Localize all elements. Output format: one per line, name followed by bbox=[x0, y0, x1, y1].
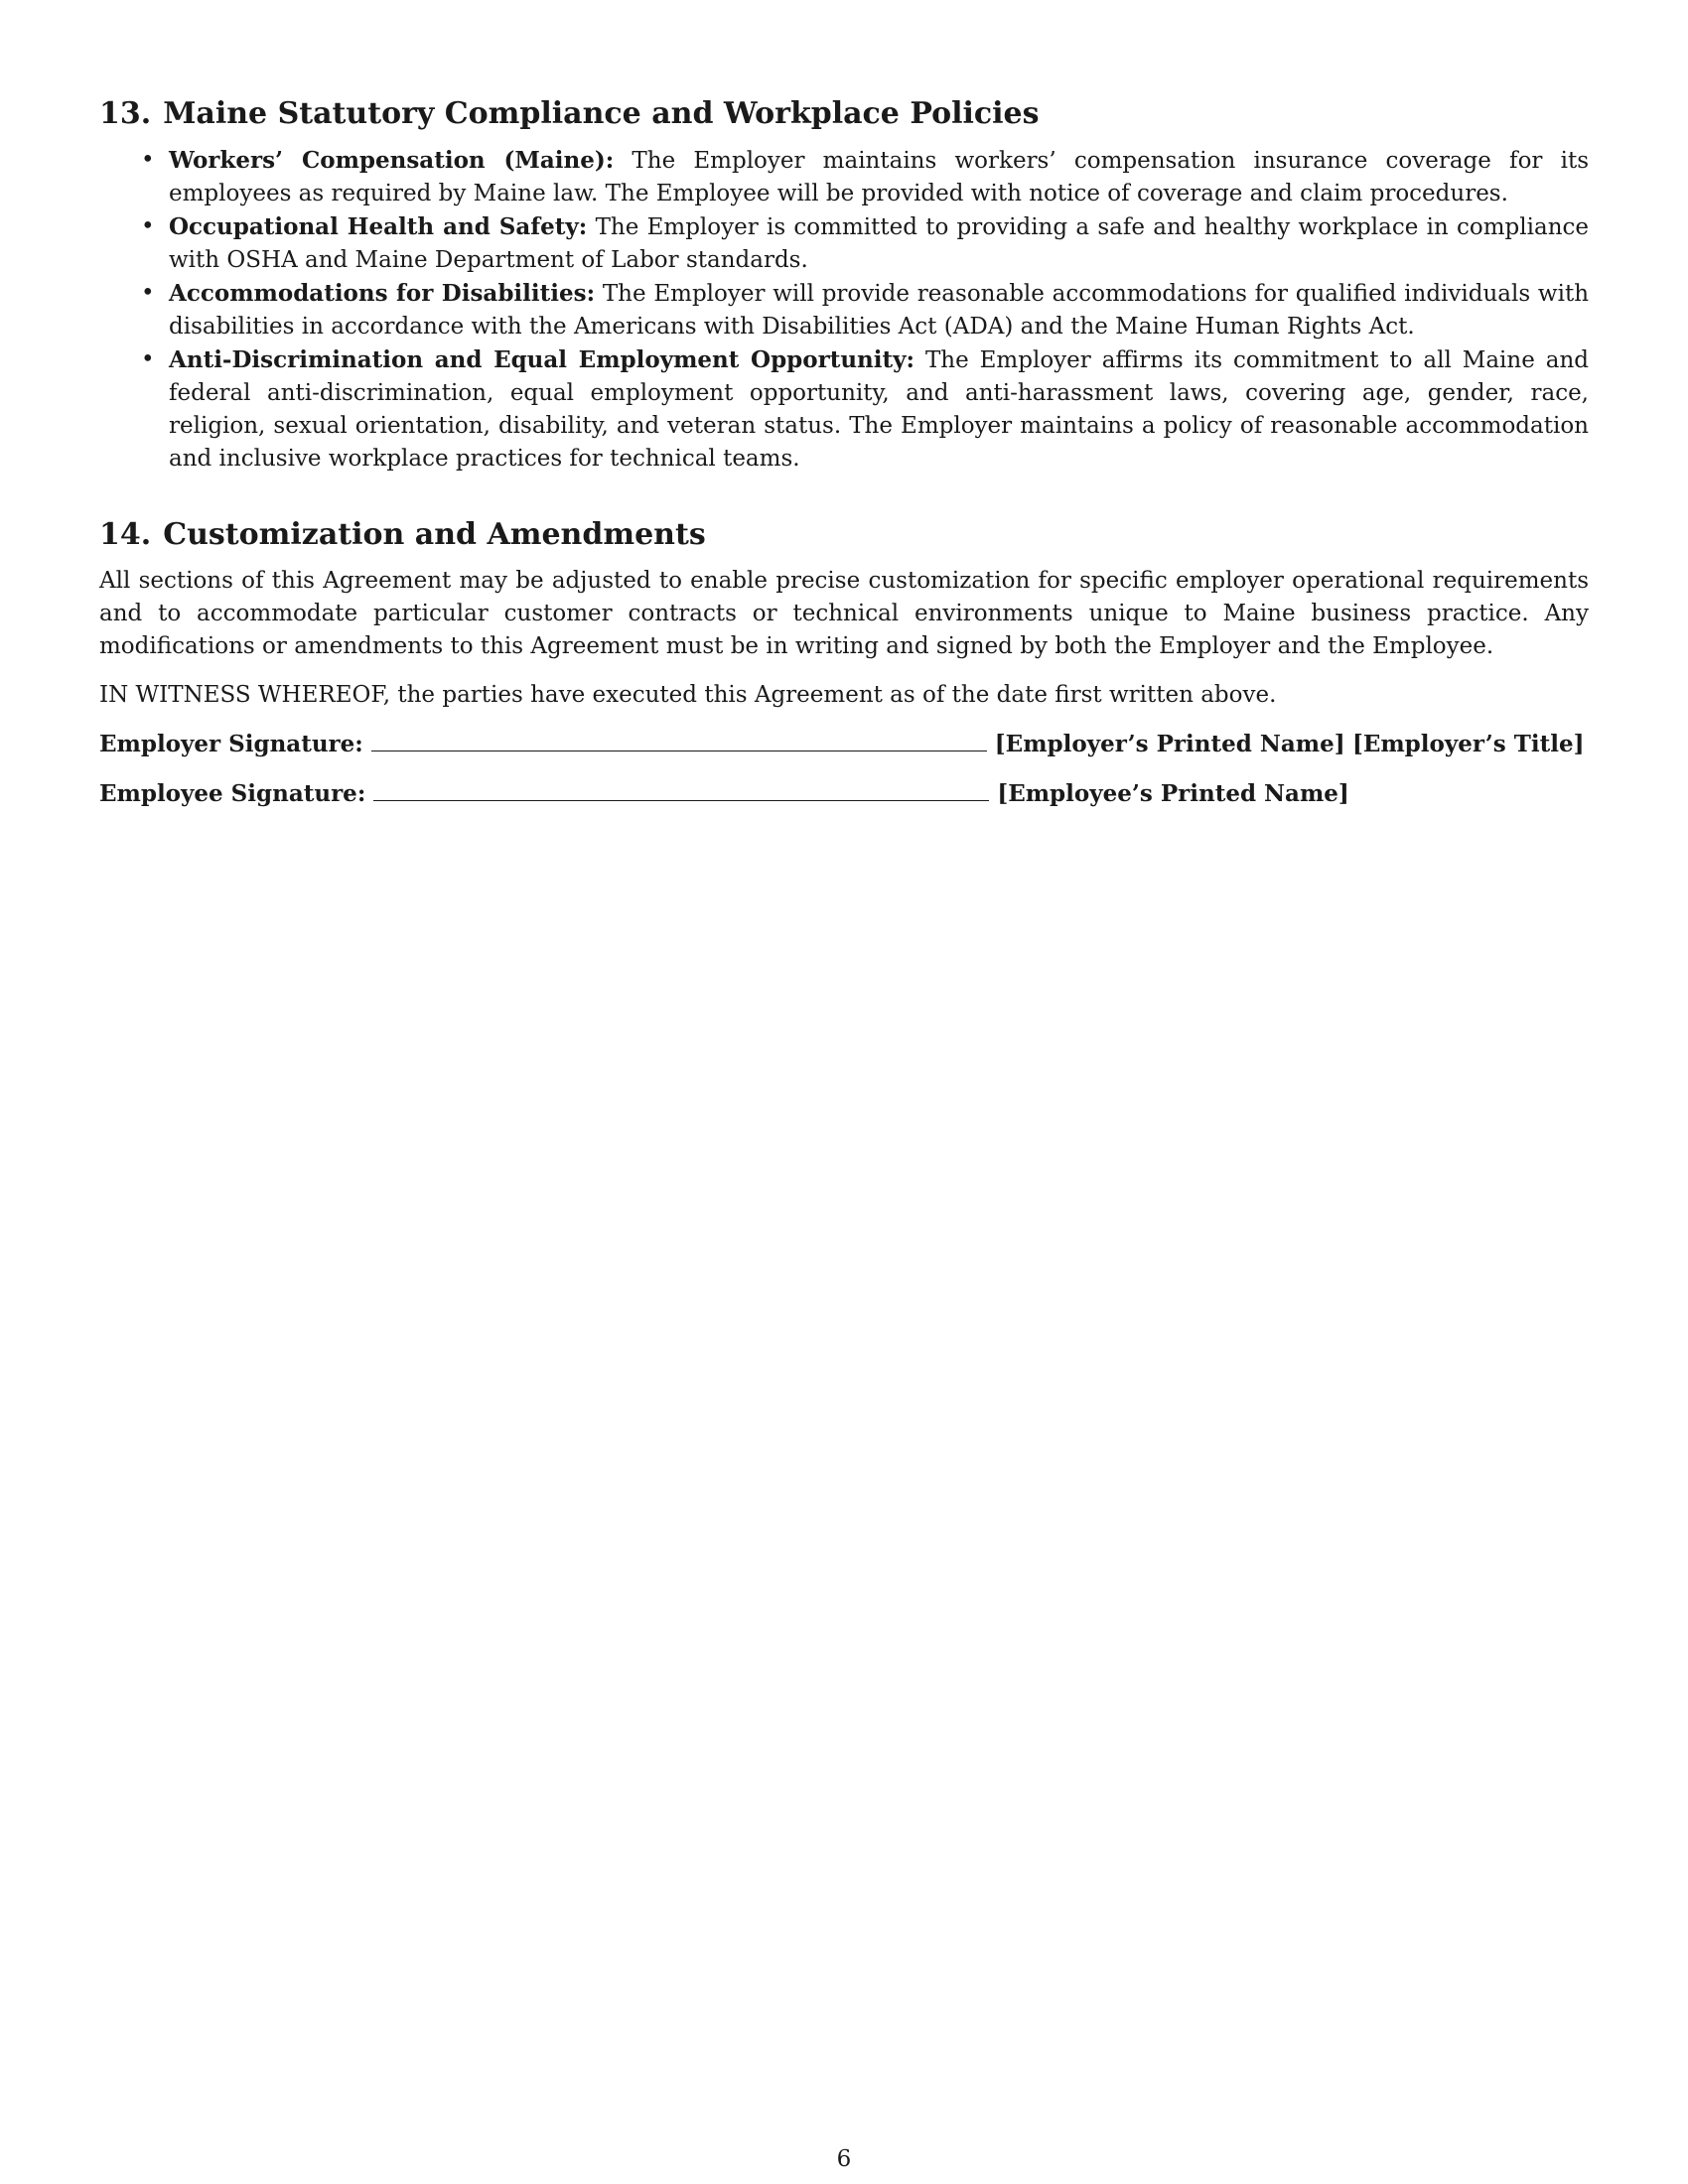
section-13-heading bbox=[99, 94, 1589, 134]
employee-signature-line[interactable] bbox=[373, 778, 989, 801]
section-13-number: 13. bbox=[99, 96, 152, 131]
employer-signature-line[interactable] bbox=[371, 729, 987, 751]
employer-title: [Employer’s Title] bbox=[1351, 731, 1585, 757]
section-13-title: Maine Statutory Compliance and Workplace Policies bbox=[163, 96, 1040, 131]
list-item-text: The Employer affirms its commitment to all Maine and federal anti-discrimination, equal employment opportunity, and anti-harassment laws, covering age, gender, race, religion, sexual orientation, disability, and veteran status. The Employer maintains a policy of reasonable accommodation and inclusive workplace practices for technical teams. bbox=[169, 347, 1590, 472]
list-item-term: Anti-Discrimination and Equal Employment Opportunity: bbox=[169, 346, 914, 373]
list-item-text: The Employer is committed to providing a safe and healthy workplace in compliance with OSHA and Maine Department of Labor standards. bbox=[169, 214, 1590, 273]
section-13-list bbox=[99, 144, 1589, 476]
employee-signature-label: Employee Signature: bbox=[99, 780, 366, 807]
list-item bbox=[169, 210, 1589, 277]
document-page bbox=[99, 94, 1589, 827]
employer-printed-name: [Employer’s Printed Name] bbox=[994, 731, 1345, 757]
list-item-text: The Employer maintains workers’ compensation insurance coverage for its employees as required by Maine law. The Employee will be provided with notice of coverage and claim procedures. bbox=[169, 148, 1589, 206]
witness-clause: IN WITNESS WHEREOF, the parties have executed this Agreement as of the date first written above. bbox=[99, 682, 1277, 708]
section-14-number: 14. bbox=[99, 517, 152, 552]
employer-signature-block bbox=[99, 728, 1589, 761]
list-item-term: Workers’ Compensation (Maine): bbox=[169, 147, 615, 174]
section-14-paragraph: All sections of this Agreement may be adjusted to enable precise customization for specific employer operational requirements and to accommodate particular customer contracts or technical environments unique to Maine business practice. Any modifications or amendments to this Agreement must be in writing and signed by both the Employer and the Employee. bbox=[99, 568, 1589, 659]
list-item bbox=[169, 144, 1589, 210]
list-item bbox=[169, 343, 1589, 476]
employee-signature-block bbox=[99, 777, 1589, 811]
employer-signature-label: Employer Signature: bbox=[99, 731, 363, 757]
section-14-heading bbox=[99, 515, 1589, 555]
list-item-text: The Employer will provide reasonable accommodations for qualified individuals with disabilities in accordance with the Americans with Disabilities Act (ADA) and the Maine Human Rights Act. bbox=[169, 281, 1590, 340]
list-item bbox=[169, 277, 1589, 343]
list-item-term: Occupational Health and Safety: bbox=[169, 213, 588, 240]
list-item-term: Accommodations for Disabilities: bbox=[169, 280, 596, 307]
page-number: 6 bbox=[836, 2146, 852, 2172]
section-14-title: Customization and Amendments bbox=[163, 517, 706, 552]
employee-printed-name: [Employee’s Printed Name] bbox=[997, 780, 1349, 807]
